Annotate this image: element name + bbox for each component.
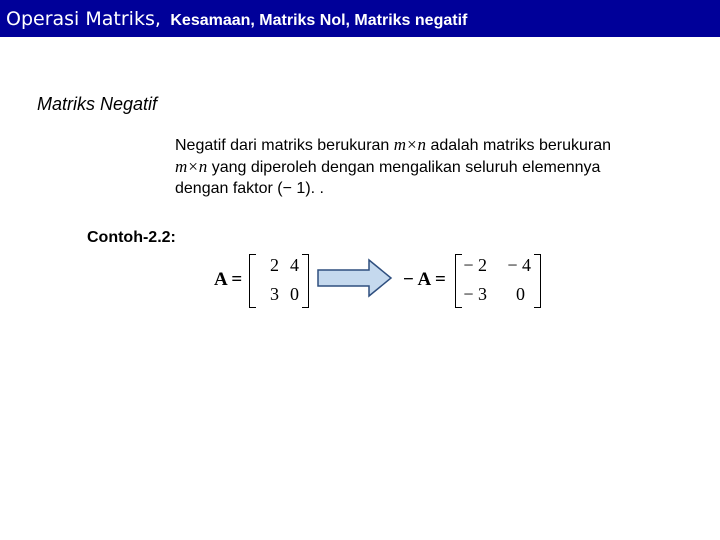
dimension-mxn-1: m×n xyxy=(393,135,427,154)
slide-subtitle: Kesamaan, Matriks Nol, Matriks negatif xyxy=(170,12,468,29)
rhs-cell-0-1: − 4 xyxy=(507,255,531,275)
right-arrow-icon xyxy=(317,258,393,298)
lhs-right-bracket xyxy=(302,254,309,308)
section-heading: Matriks Negatif xyxy=(37,94,158,114)
example-label: Contoh-2.2: xyxy=(87,229,176,246)
definition-text-1a: Negatif dari matriks berukuran xyxy=(175,137,394,154)
dimension-mxn-2: m×n xyxy=(175,157,208,176)
rhs-label: − A = xyxy=(403,269,446,290)
lhs-cell-0-0: 2 xyxy=(270,255,279,275)
lhs-cell-0-1: 4 xyxy=(290,255,299,275)
definition-text-1b: adalah matriks berukuran xyxy=(426,137,611,154)
definition-text-3: dengan faktor (− 1). . xyxy=(175,180,324,197)
lhs-matrix xyxy=(249,254,309,308)
slide-title: Operasi Matriks, xyxy=(6,8,161,30)
rhs-matrix xyxy=(455,254,541,308)
title-bar xyxy=(0,0,720,37)
rhs-cell-0-0: − 2 xyxy=(463,255,487,275)
definition-paragraph xyxy=(175,134,695,199)
lhs-cell-1-1: 0 xyxy=(290,284,299,304)
definition-text-2: yang diperoleh dengan mengalikan seluruh elemennya xyxy=(207,159,601,176)
lhs-label: A = xyxy=(214,269,243,290)
lhs-cell-1-0: 3 xyxy=(270,284,279,304)
rhs-cell-1-0: − 3 xyxy=(463,284,487,304)
rhs-cell-1-1: 0 xyxy=(516,284,525,304)
rhs-right-bracket xyxy=(534,254,541,308)
